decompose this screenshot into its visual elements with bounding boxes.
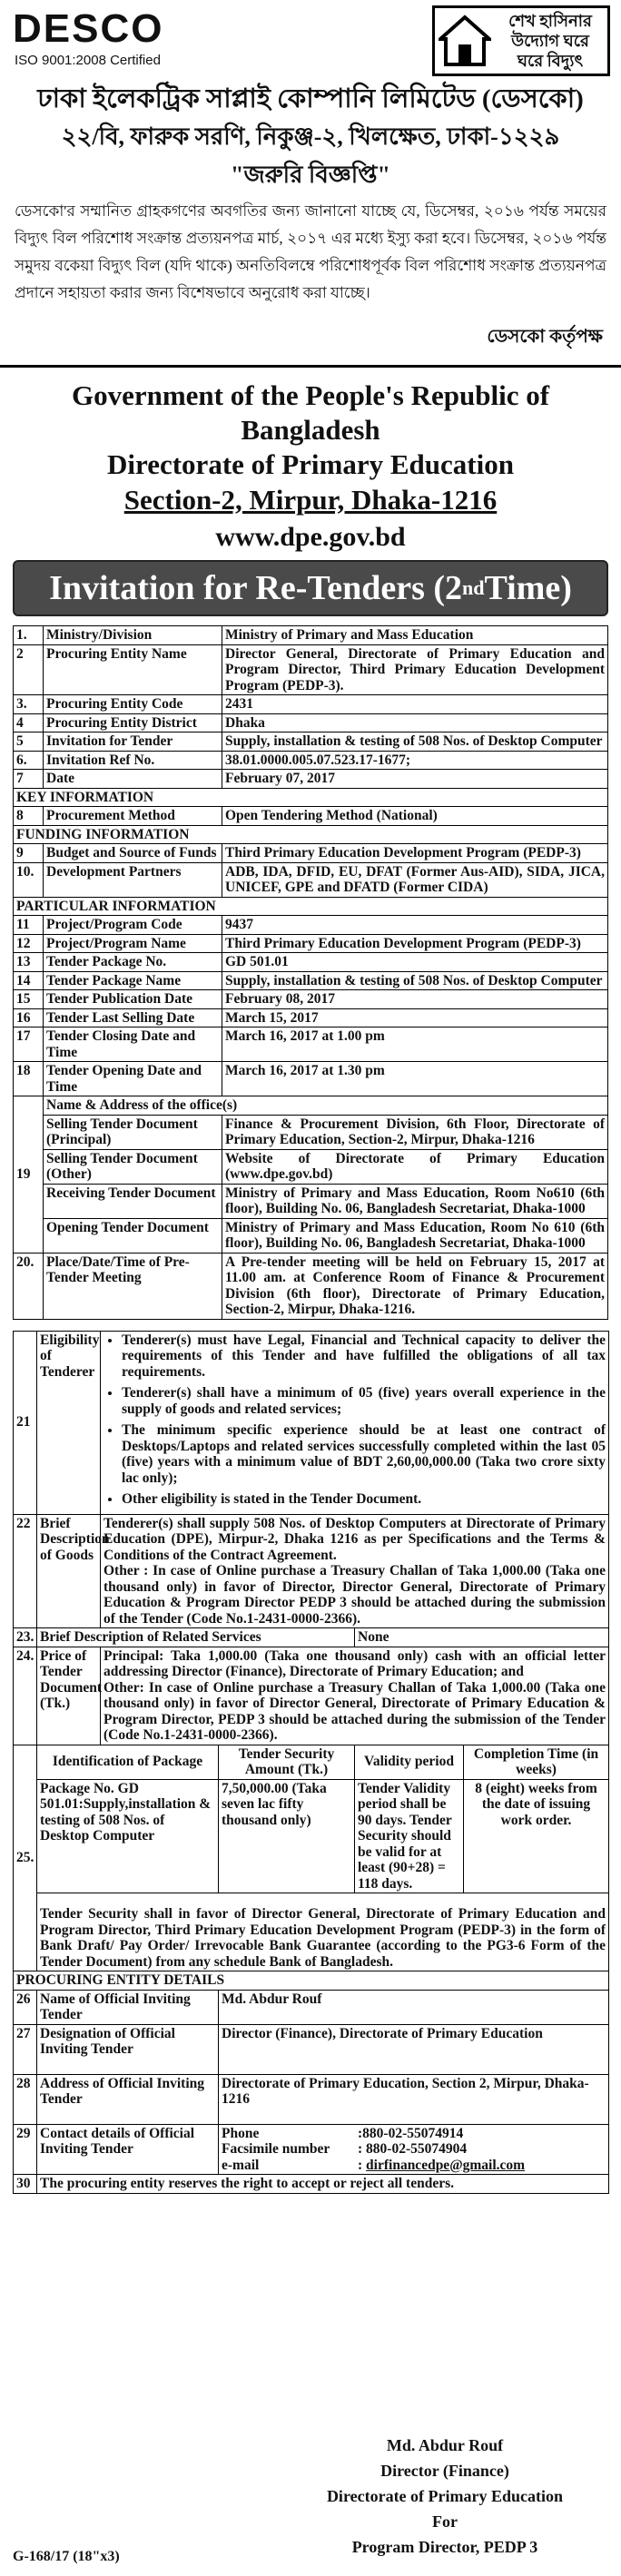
- table-row-21: [14, 1331, 609, 1514]
- office-label: Opening Tender Document: [44, 1218, 222, 1253]
- electricity-badge: [432, 5, 610, 76]
- table-row: [14, 695, 608, 714]
- eligibility-item: • Other eligibility is stated in the Tender Document.: [122, 1491, 606, 1508]
- row-number: 14: [14, 971, 44, 990]
- section-row: [14, 1971, 609, 1991]
- security-note-row: [14, 1893, 609, 1971]
- section-row: [14, 788, 608, 807]
- row-label: Procuring Entity Name: [44, 644, 222, 695]
- table-row: [14, 844, 608, 863]
- desco-logo: DESCO: [13, 6, 164, 51]
- phone-value: :880-02-55074914: [358, 2125, 464, 2141]
- tender-table-main: [13, 625, 608, 1320]
- row-value: Supply, installation & testing of 508 Nos. of Desktop Computer: [222, 732, 608, 752]
- row-label: Tender Publication Date: [44, 990, 222, 1009]
- row-value: GD 501.01: [222, 953, 608, 972]
- office-label: Receiving Tender Document: [44, 1184, 222, 1218]
- table-row: [14, 770, 608, 789]
- fax-value: : 880-02-55074904: [358, 2141, 468, 2157]
- row-value: None: [355, 1628, 609, 1647]
- table-row-24: [14, 1647, 609, 1745]
- row-label: Price of Tender Document (Tk.): [37, 1647, 101, 1745]
- fax-label: Facsimile number: [222, 2141, 330, 2157]
- table-row: [14, 626, 608, 645]
- row-label: Eligibility of Tenderer: [37, 1331, 101, 1514]
- row-label: Invitation for Tender: [44, 732, 222, 752]
- price-other: Other: In case of Online purchase a Treasury Challan of Taka 1,000.00 (Taka one thousand only) in favor of Director General, Directorate of Primary Education & Program Director, PEDP 3 should be attached during the submission of the Tender (Code No.1-2431-0000-2366).: [104, 1679, 606, 1743]
- phone-label: Phone: [222, 2125, 260, 2141]
- row-value: February 08, 2017: [222, 990, 608, 1009]
- row-number: 30: [14, 2175, 37, 2194]
- row-number: 10.: [14, 862, 44, 897]
- col-header: Completion Time (in weeks): [464, 1745, 609, 1779]
- desco-company: ঢাকা ইলেকট্রিক সাপ্লাই কোম্পানি লিমিটেড (ডেসকো): [37, 84, 584, 113]
- validity: Tender Validity period shall be 90 days. Tender Security should be valid for at least (90+28) = 118 days.: [355, 1779, 464, 1893]
- col-header: Identification of Package: [37, 1745, 219, 1779]
- row-label: Ministry/Division: [44, 626, 222, 645]
- contact-details: Phone :880-02-55074914 Facsimile number : 880-02-55074904 e-mail : dirfinancedpe@gmail.com: [219, 2124, 609, 2175]
- directorate-title: Directorate of Primary Education: [107, 448, 514, 480]
- row-value: [101, 1514, 609, 1628]
- row-value: Supply, installation & testing of 508 Nos. of Desktop Computer: [222, 971, 608, 990]
- eligibility-item: • Tenderer(s) shall have a minimum of 05 (five) years overall experience in the supply of goods and related services;: [122, 1385, 606, 1417]
- signatory-name: Md. Abdur Rouf: [386, 2436, 504, 2454]
- eligibility-item: • Tenderer(s) must have Legal, Financial and Technical capacity to deliver the requirements of this Tender and have fulfilled the obligations of all tax requirements.: [122, 1332, 606, 1381]
- row-label: Name of Official Inviting Tender: [37, 1990, 219, 2024]
- section-procuring: PROCURING ENTITY DETAILS: [14, 1971, 609, 1991]
- row-label: Development Partners: [44, 862, 222, 897]
- row-label: Brief Description of Goods: [37, 1514, 101, 1628]
- row-value: Third Primary Education Development Program (PEDP-3): [222, 934, 608, 953]
- office-label: Selling Tender Document (Principal): [44, 1115, 222, 1149]
- office-row: [14, 1115, 608, 1149]
- row-number: 1.: [14, 626, 44, 645]
- dpe-header: [0, 379, 621, 556]
- completion-time: 8 (eight) weeks from the date of issuing work order.: [464, 1779, 609, 1893]
- badge-text: শেখ হাসিনার উদ্যোগ ঘরে ঘরে বিদ্যুৎ: [508, 12, 592, 70]
- section-row: [14, 897, 608, 916]
- row-value: ADB, IDA, DFID, EU, DFAT (Former Aus-AID), SIDA, JICA, UNICEF, GPE and DFATD (Former CIDA): [222, 862, 608, 897]
- package-header-row: [14, 1745, 609, 1779]
- row-value: [101, 1647, 609, 1745]
- row-value: Director (Finance), Directorate of Primary Education: [219, 2024, 609, 2074]
- iso-cert: ISO 9001:2008 Certified: [15, 53, 161, 68]
- email-link[interactable]: dirfinancedpe@gmail.com: [366, 2157, 526, 2173]
- row-value: Ministry of Primary and Mass Education: [222, 626, 608, 645]
- goods-other: Other : In case of Online purchase a Treasury Challan of Taka 1,000.00 (Taka one thousand only) in favor of Director, Director General, Directorate of Primary Education & Program Director PEDP 3 should be attached during the submission of the Tender (Code No.1-2431-0000-2366).: [104, 1563, 606, 1627]
- desco-body: ডেসকো'র সম্মানিত গ্রাহকগণের অবগতির জন্য জানানো যাচ্ছে যে, ডিসেম্বর, ২০১৬ পর্যন্ত সময়ের বিদ্যুৎ বিল পরিশোধ সংক্রান্ত প্রত্যয়নপত্র মার্চ, ২০১৭ এর মধ্যে ইস্যু করা হবে। ডিসেম্বর, ২০১৬ পর্যন্ত সমুদয় বকেয়া বিদ্যুৎ বিল (যদি থাকে) অনতিবিলম্বে পরিশোধপূর্বক বিল পরিশোধ সংক্রান্ত প্রত্যয়নপত্র প্রদানে সহায়তা করার জন্য বিশেষভাবে অনুরোধ করা যাচ্ছে।: [15, 202, 606, 301]
- desco-title: "জরুরি বিজ্ঞপ্তি": [231, 162, 390, 188]
- house-icon: [439, 14, 491, 68]
- row-label: Project/Program Name: [44, 934, 222, 953]
- office-value: Finance & Procurement Division, 6th Floor, Directorate of Primary Education, Section-2, Mirpur, Dhaka-1216: [222, 1115, 608, 1149]
- row-number: 5: [14, 732, 44, 752]
- row-number: 22: [14, 1514, 37, 1628]
- footer: [13, 2433, 608, 2569]
- signature-block: [309, 2433, 581, 2560]
- row-value: February 07, 2017: [222, 770, 608, 789]
- table-row-22: [14, 1514, 609, 1628]
- row-label: Address of Official Inviting Tender: [37, 2074, 219, 2124]
- section-particular: PARTICULAR INFORMATION: [14, 897, 608, 916]
- signatory-for: For: [432, 2512, 458, 2531]
- tender-banner: [13, 560, 608, 616]
- row-number: 7: [14, 770, 44, 789]
- row-label: Invitation Ref No.: [44, 751, 222, 770]
- row-value: A Pre-tender meeting will be held on February 15, 2017 at 11.00 am. at Conference Room of Finance & Procurement Division (6th floor), Directorate of Primary Education, Section-2, Mirpur, Dhaka-1216.: [222, 1253, 608, 1319]
- row-label: Budget and Source of Funds: [44, 844, 222, 863]
- section-funding: FUNDING INFORMATION: [14, 825, 608, 844]
- row-number: 27: [14, 2024, 37, 2074]
- row-number: 26: [14, 1990, 37, 2024]
- tender-table-details: [13, 1331, 609, 2194]
- package-id: Package No. GD 501.01:Supply,installation & testing of 508 Nos. of Desktop Computer: [37, 1779, 219, 1893]
- table-row: [14, 916, 608, 935]
- row-number: 23.: [14, 1628, 37, 1647]
- price-principal: Principal: Taka 1,000.00 (Taka one thousand only) cash with an official letter addressing Director (Finance), Directorate of Primary Education; and: [104, 1647, 606, 1679]
- row-value: Third Primary Education Development Program (PEDP-3): [222, 844, 608, 863]
- table-row-20: [14, 1253, 608, 1319]
- row-label: Tender Package Name: [44, 971, 222, 990]
- row-value: The procuring entity reserves the right to accept or reject all tenders.: [37, 2175, 609, 2194]
- row-label: Date: [44, 770, 222, 789]
- desco-sign: ডেসকো কর্তৃপক্ষ: [487, 327, 603, 347]
- row-number: 24.: [14, 1647, 37, 1745]
- row-label: Project/Program Code: [44, 916, 222, 935]
- row-label: Procurement Method: [44, 807, 222, 826]
- row-number: 28: [14, 2074, 37, 2124]
- row-label: Place/Date/Time of Pre-Tender Meeting: [44, 1253, 222, 1319]
- eligibility-list: [101, 1331, 609, 1514]
- row-number: 13: [14, 953, 44, 972]
- office-label: Selling Tender Document (Other): [44, 1149, 222, 1184]
- row-number: 16: [14, 1008, 44, 1027]
- row-number: 6.: [14, 751, 44, 770]
- eligibility-item: • The minimum specific experience should be at least one contract of Desktops/Laptops and related services successfully completed within the last 05 (five) years with a minimum value of BDT 2,60,00,000.00 (Taka two crore sixty lac only);: [122, 1422, 606, 1486]
- row-value: Md. Abdur Rouf: [219, 1990, 609, 2024]
- banner-main: Invitation for Re-Tenders (2: [49, 569, 463, 607]
- row-label: Tender Closing Date and Time: [44, 1027, 222, 1062]
- row-value: 9437: [222, 916, 608, 935]
- table-row: [14, 713, 608, 732]
- directorate-address: Section-2, Mirpur, Dhaka-1216: [123, 484, 498, 516]
- row-label: Contact details of Official Inviting Tender: [37, 2124, 219, 2175]
- row-label: Brief Description of Related Services: [37, 1628, 355, 1647]
- row-value: 2431: [222, 695, 608, 714]
- section-row: [14, 825, 608, 844]
- row-value: March 15, 2017: [222, 1008, 608, 1027]
- banner-sup: nd: [462, 576, 485, 599]
- row-number: 17: [14, 1027, 44, 1062]
- col-header: Tender Security Amount (Tk.): [219, 1745, 355, 1779]
- office-row: [14, 1149, 608, 1184]
- office-value: Website of Directorate of Primary Education (www.dpe.gov.bd): [222, 1149, 608, 1184]
- table-row: [14, 862, 608, 897]
- row-number: 18: [14, 1062, 44, 1096]
- table-row: [14, 807, 608, 826]
- row-number: 21: [14, 1331, 37, 1514]
- row-number: 4: [14, 713, 44, 732]
- table-row-28: [14, 2074, 609, 2124]
- gov-title: Government of the People's Republic of Bangladesh: [71, 379, 550, 446]
- row-number: 9: [14, 844, 44, 863]
- row-value: Directorate of Primary Education, Section 2, Mirpur, Dhaka-1216: [219, 2074, 609, 2124]
- row-label: Tender Package No.: [44, 953, 222, 972]
- table-row: [14, 1008, 608, 1027]
- row-number: 11: [14, 916, 44, 935]
- table-row: [14, 644, 608, 695]
- row-label: Procuring Entity District: [44, 713, 222, 732]
- table-row-19: [14, 1096, 608, 1116]
- security-note: Tender Security shall in favor of Director General, Directorate of Primary Education and Program Director, Third Primary Education Development Program (PEDP-3) in the form of Bank Draft/ Pay Order/ Irrevocable Bank Guarantee (according to the PG3-6 Form of the Tender Document) from any schedule Bank of Bangladesh.: [37, 1893, 609, 1971]
- row-number: 19: [14, 1096, 44, 1254]
- table-row-30: [14, 2175, 609, 2194]
- row-number: 25.: [14, 1745, 37, 1971]
- signatory-program: Program Director, PEDP 3: [351, 2538, 538, 2556]
- table-row-23: [14, 1628, 609, 1647]
- row-number: 3.: [14, 695, 44, 714]
- banner-tail: Time): [484, 569, 572, 607]
- row-value: 38.01.0000.005.07.523.17-1677;: [222, 751, 608, 770]
- section-key-info: KEY INFORMATION: [14, 788, 608, 807]
- signatory-title: Director (Finance): [380, 2462, 509, 2480]
- table-row-27: [14, 2024, 609, 2074]
- desco-notice: [0, 0, 621, 368]
- office-row: [14, 1184, 608, 1218]
- table-row: [14, 1027, 608, 1062]
- g-number: G-168/17 (18"x3): [13, 2549, 120, 2564]
- row-number: 29: [14, 2124, 37, 2175]
- table-row-29: [14, 2124, 609, 2175]
- table-row: [14, 732, 608, 752]
- row-label: Procuring Entity Code: [44, 695, 222, 714]
- signatory-office: Directorate of Primary Education: [326, 2487, 564, 2505]
- table-row: [14, 971, 608, 990]
- table-row: [14, 934, 608, 953]
- table-row: [14, 990, 608, 1009]
- row-number: 12: [14, 934, 44, 953]
- row-label: Tender Opening Date and Time: [44, 1062, 222, 1096]
- row-number: 15: [14, 990, 44, 1009]
- table-row: [14, 953, 608, 972]
- office-value: Ministry of Primary and Mass Education, Room No610 (6th floor), Building No. 06, Bangladesh Secretariat, Dhaka-1000: [222, 1184, 608, 1218]
- row-number: 2: [14, 644, 44, 695]
- row-value: March 16, 2017 at 1.30 pm: [222, 1062, 608, 1096]
- website: www.dpe.gov.bd: [215, 522, 406, 552]
- row-value: Dhaka: [222, 713, 608, 732]
- row-label: Designation of Official Inviting Tender: [37, 2024, 219, 2074]
- email-label: e-mail: [222, 2157, 260, 2173]
- row-label: Tender Last Selling Date: [44, 1008, 222, 1027]
- row-value: Director General, Directorate of Primary Education and Program Director, Third Primary Education Development Program (PEDP-3).: [222, 644, 608, 695]
- table-row: [14, 1062, 608, 1096]
- package-row: [14, 1779, 609, 1893]
- table-row-26: [14, 1990, 609, 2024]
- table-row: [14, 751, 608, 770]
- security-amount: 7,50,000.00 (Taka seven lac fifty thousand only): [219, 1779, 355, 1893]
- row-value: Open Tendering Method (National): [222, 807, 608, 826]
- office-row: [14, 1218, 608, 1253]
- row-value: March 16, 2017 at 1.00 pm: [222, 1027, 608, 1062]
- offices-heading: Name & Address of the office(s): [44, 1096, 608, 1116]
- office-value: Ministry of Primary and Mass Education, Room No 610 (6th floor), Building No. 06, Bangladesh Secretariat, Dhaka-1000: [222, 1218, 608, 1253]
- row-number: 20.: [14, 1253, 44, 1319]
- desco-address: ২২/বি, ফারুক সরণি, নিকুঞ্জ-২, খিলক্ষেত, ঢাকা-১২২৯: [61, 123, 560, 150]
- goods-description: Tenderer(s) shall supply 508 Nos. of Desktop Computers at Directorate of Primary Education (DPE), Mirpur-2, Dhaka 1216 as per Specifications and the Terms & Conditions of the Contract Agreement.: [104, 1515, 606, 1563]
- row-number: 8: [14, 807, 44, 826]
- col-header: Validity period: [355, 1745, 464, 1779]
